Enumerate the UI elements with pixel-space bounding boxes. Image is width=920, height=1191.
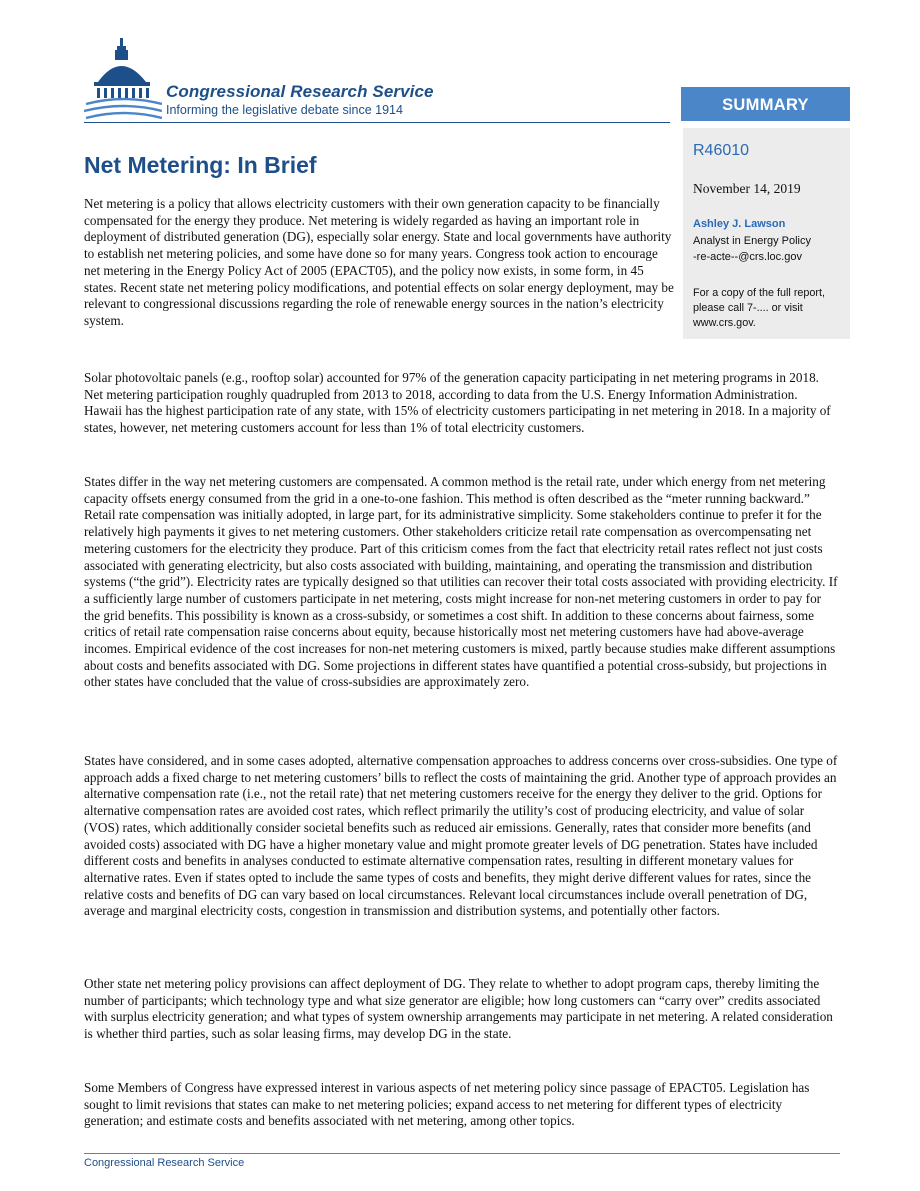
body-paragraph: States differ in the way net metering customers are compensated. A common method is the retail rate, under which energy from net metering capacity offsets energy consumed from the grid in a one-to-one fashion. This method is often described as the “meter running backward.” Retail rate compensation was initially adopted, in large part, for its administrative simplicity. Some stakeholders continue to prefer it for the relatively high payments it gives to net metering customers. Other stakeholders criticize retail rate compensation as overcompensating net metering customers for the electricity they produce. Part of this criticism comes from the fact that electricity retail rates reflect not just costs associated with generating electricity, but also costs associated with building, maintaining, and operating the transmission and distribution systems (“the grid”). Electricity rates are typically designed so that utilities can recover their total costs associated with providing electricity. If a sufficiently large number of customers participate in net metering, costs might increase for non-net metering customers in order to pay for the grid benefits. This possibility is known as a cross-subsidy, or sometimes a cost shift. In addition to these concerns about fairness, some critics of retail rate compensation raise concerns about equity, because historically most net metering customers have had above-average incomes. Empirical evidence of the cost increases for non-net metering customers is mixed, partly because studies make different assumptions about costs and benefits associated with DG. Some projections in different states have quantified a potential cross-subsidy, but projections in other states have concluded that the value of cross-subsidies are approximately zero. [84,474,838,690]
body-paragraph: Some Members of Congress have expressed interest in various aspects of net metering policy since passage of EPACT05. Legislation has sought to limit revisions that states can make to net metering policies; expand access to net metering for different types of electricity generation; and estimate costs and benefits associated with net metering, among other topics. [84,1080,810,1129]
footer-divider [84,1153,840,1154]
summary-label: SUMMARY [681,87,850,121]
report-date: November 14, 2019 [693,181,801,196]
footer-text: Congressional Research Service [84,1157,245,1169]
copy-note: For a copy of the full report, please call 7-.... or visit www.crs.gov. [693,287,826,329]
crs-logo[interactable] [84,34,504,124]
author-role: Analyst in Energy Policy [693,235,811,247]
report-number: R46010 [693,142,750,159]
body-paragraph: States have considered, and in some cases adopted, alternative compensation approaches to address concerns over cross-subsidies. One type of approach adds a fixed charge to net metering customers’ bills to reflect the costs of maintaining the grid. Another type of approach provides an alternative compensation rate (i.e., not the retail rate) that net metering customers receive for the energy they deliver to the grid. Options for alternative compensation rates are avoided cost rates, which reflect primarily the utility’s cost of producing electricity, and value of solar (VOS) rates, which additionally consider societal benefits such as reduced air emissions. Generally, rates that consider more benefits (and avoided costs) associated with DG have a higher monetary value and might promote greater levels of DG penetration. States have included different costs and benefits in analyses conducted to estimate alternative compensation rates, resulting in different monetary values for alternative rates. Even if states opted to include the same types of costs and benefits, they might derive different values for rates, since the relative costs and benefits of DG can vary based on local circumstances. Relevant local circumstances include overall penetration of DG, average and marginal electricity costs, congestion in transmission and distribution systems, and potentially other factors. [84,753,838,919]
capitol-dome-icon [84,34,162,124]
author-name[interactable]: Ashley J. Lawson [693,218,786,230]
header-divider [84,122,670,123]
summary-paragraph: Net metering is a policy that allows electricity customers with their own generation capacity to be financially compensated for the energy they produce. Net metering is widely regarded as having an important role in deployment of distributed generation (DG), especially solar energy. State and local governments have authority to establish net metering policies, and some have done so for many years. Congress took action to encourage net metering in the Energy Policy Act of 2005 (EPACT05), and the policy now exists, in some form, in 45 states. Recent state net metering policy modifications, and potential effects on solar energy deployment, may be relevant to congressional discussions regarding the role of renewable energy sources in the nation’s electricity system. [84,196,674,328]
author-email[interactable]: -re-acte--@crs.loc.gov [693,251,802,263]
body-paragraph: Solar photovoltaic panels (e.g., rooftop solar) accounted for 97% of the generation capacity participating in net metering programs in 2018. Net metering participation roughly quadrupled from 2013 to 2018, according to data from the U.S. Energy Information Administration. Hawaii has the highest participation rate of any state, with 15% of electricity customers participating in net metering in 2018. In a majority of states, however, net metering customers account for less than 1% of total electricity customers. [84,370,831,436]
body-paragraph: Other state net metering policy provisions can affect deployment of DG. They relate to whether to adopt program caps, thereby limiting the number of participants; which technology type and what size generator are eligible; how long customers can “carry over” credits associated with surplus electricity generation; and what types of system ownership arrangements may participate in net metering. A related consideration is whether third parties, such as solar leasing firms, may develop DG in the state. [84,976,833,1042]
summary-sidebar [683,128,850,339]
tagline: Informing the legislative debate since 1914 [166,103,403,117]
page-title: Net Metering: In Brief [84,152,317,178]
org-name: Congressional Research Service [166,82,434,101]
